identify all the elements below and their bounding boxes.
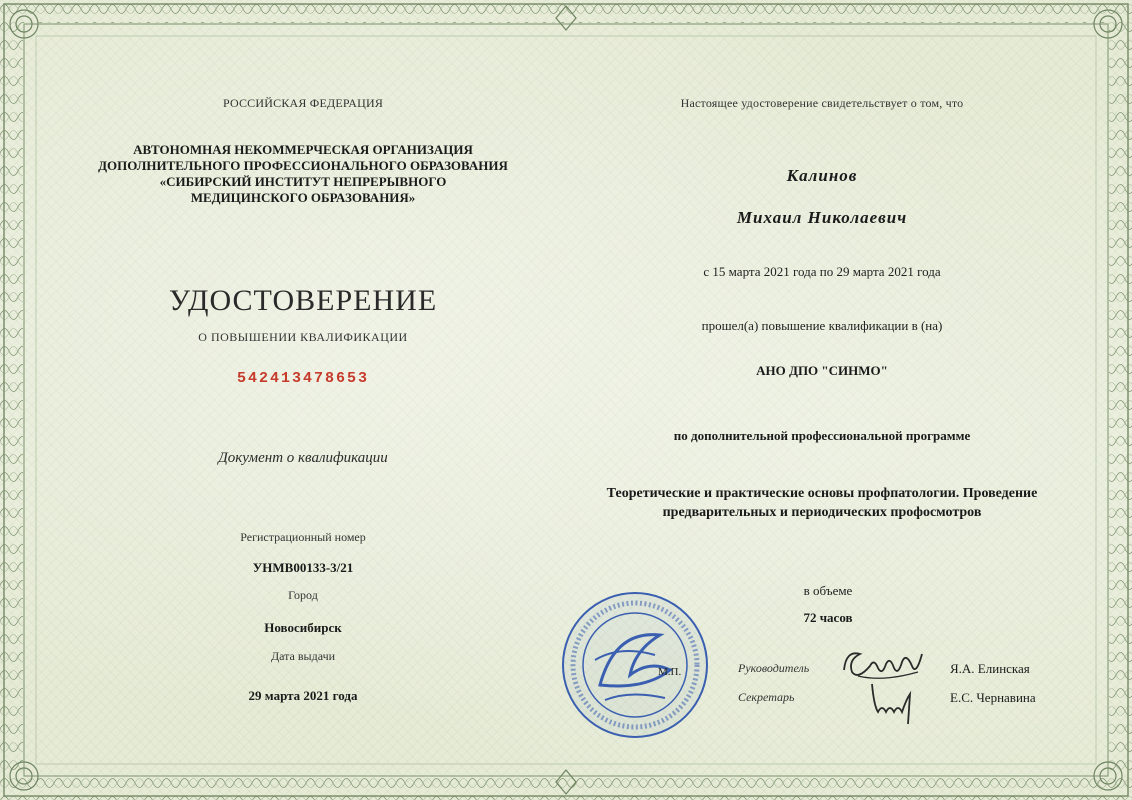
city-value: Новосибирск xyxy=(264,620,342,635)
holder-given-names: Михаил Николаевич xyxy=(736,208,908,227)
serial-number: 542413478653 xyxy=(236,370,370,387)
volume-label: в объеме xyxy=(803,583,853,598)
volume-value: 72 часов xyxy=(803,610,853,625)
org-line-3: «СИБИРСКИЙ ИНСТИТУТ НЕПРЕРЫВНОГО xyxy=(159,174,447,189)
secretary-label: Секретарь xyxy=(738,690,795,704)
org-line-2: ДОПОЛНИТЕЛЬНОГО ПРОФЕССИОНАЛЬНОГО ОБРАЗОВАНИЯ xyxy=(98,158,508,173)
registration-label: Регистрационный номер xyxy=(240,530,366,544)
country-label: РОССИЙСКАЯ ФЕДЕРАЦИЯ xyxy=(222,96,384,110)
city-label: Город xyxy=(288,588,318,602)
document-type: Документ о квалификации xyxy=(218,450,388,466)
institution-name: АНО ДПО "СИНМО" xyxy=(756,363,888,378)
stamp-place-mark: М.П. xyxy=(658,666,682,678)
passed-text: прошел(а) повышение квалификации в (на) xyxy=(701,318,943,333)
issue-date: 29 марта 2021 года xyxy=(248,688,358,703)
document-subtitle: О ПОВЫШЕНИИ КВАЛИФИКАЦИИ xyxy=(198,330,408,344)
intro-text: Настоящее удостоверение свидетельствует о том, что xyxy=(680,96,964,110)
head-label: Руководитель xyxy=(738,661,810,675)
signature-icon xyxy=(864,676,924,726)
org-line-1: АВТОНОМНАЯ НЕКОММЕРЧЕСКАЯ ОРГАНИЗАЦИЯ xyxy=(133,142,473,157)
program-title-line-2: предварительных и периодических профосмотров xyxy=(662,505,982,520)
org-line-4: МЕДИЦИНСКОГО ОБРАЗОВАНИЯ» xyxy=(190,190,416,205)
document-title: УДОСТОВЕРЕНИЕ xyxy=(168,284,438,317)
issue-date-label: Дата выдачи xyxy=(270,649,336,663)
official-seal-icon xyxy=(560,590,710,740)
head-name: Я.А. Елинская xyxy=(950,661,1030,676)
holder-surname: Калинов xyxy=(786,166,858,185)
program-title-line-1: Теоретические и практические основы профпатологии. Проведение xyxy=(606,486,1038,501)
registration-number: УНМВ00133-3/21 xyxy=(252,560,354,575)
secretary-name: Е.С. Чернавина xyxy=(950,690,1036,705)
program-label: по дополнительной профессиональной программе xyxy=(673,428,971,443)
training-period: с 15 марта 2021 года по 29 марта 2021 года xyxy=(703,264,941,279)
